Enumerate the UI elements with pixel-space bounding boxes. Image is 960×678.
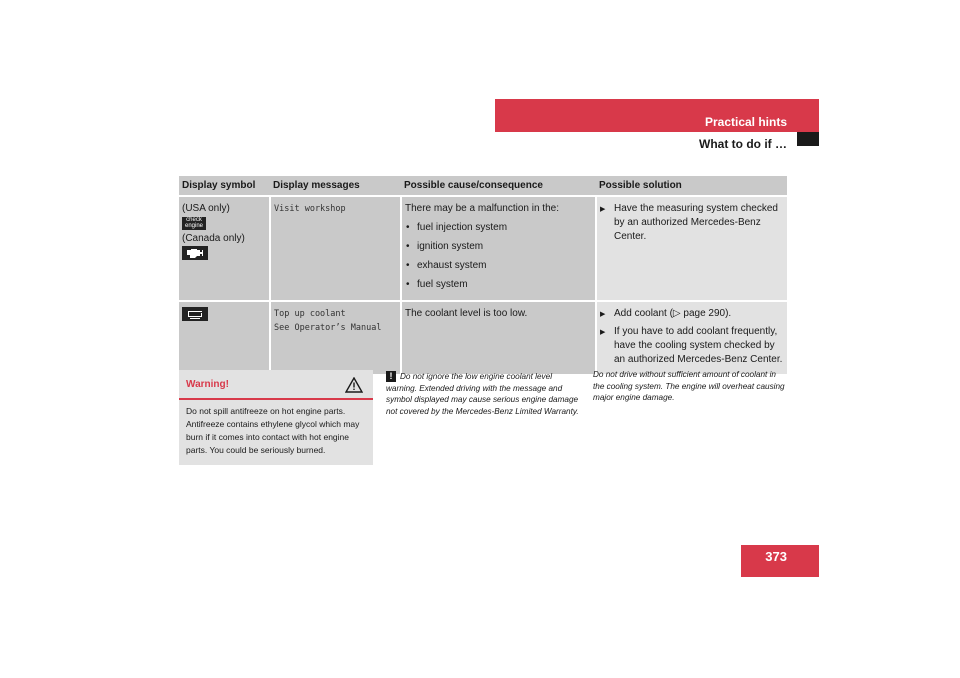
list-item: • ignition system — [405, 240, 592, 254]
col-possible-solution: Possible solution — [596, 176, 787, 196]
section-title: Practical hints — [704, 115, 787, 129]
list-item: • fuel system — [405, 278, 592, 292]
table-row — [179, 301, 787, 374]
notice-exclamation-icon: ! — [386, 371, 396, 382]
cause-cell — [401, 196, 596, 301]
usa-only-label: (USA only) — [182, 203, 230, 214]
canada-only-label: (Canada only) — [182, 233, 245, 244]
symbol-cell — [179, 301, 270, 374]
warning-text: Do not spill antifreeze on hot engine parts. Antifreeze contains ethylene glycol which may burn if it comes into contact with hot engine parts. You could be seriously burned. — [186, 406, 360, 455]
message-cell: Visit workshop — [270, 196, 401, 301]
list-item: • exhaust system — [405, 259, 592, 273]
cause-cell: The coolant level is too low. — [401, 301, 596, 374]
notice-no-coolant: Do not drive without sufficient amount of coolant in the cooling system. The engine will overheat causing major engine damage. — [593, 370, 785, 402]
message-cell — [270, 301, 401, 374]
notice-text: Do not ignore the low engine coolant level warning. Extended driving with the message and symbol displayed may cause serious engine damage not covered by the Mercedes-Benz Limited Warranty. — [386, 372, 579, 416]
cause-intro: There may be a malfunction in the: — [405, 203, 559, 214]
symbol-cell — [179, 196, 270, 301]
solution-step: ▶ Have the measuring system checked by an authorized Mercedes-Benz Center. — [600, 202, 784, 244]
notice-coolant-warning — [386, 371, 582, 417]
col-display-messages: Display messages — [270, 176, 401, 196]
check-engine-icon: check engine — [182, 217, 206, 230]
header-tab-marker — [797, 132, 819, 146]
engine-icon — [182, 246, 266, 265]
page-number: 373 — [741, 545, 819, 577]
solution-cell — [596, 301, 787, 374]
table-row — [179, 196, 787, 301]
solution-step: ▶ If you have to add coolant frequently, have the cooling system checked by an authorized Mercedes-Benz Center. — [600, 325, 784, 367]
message-line: Top up coolant — [274, 309, 346, 319]
list-item: • fuel injection system — [405, 221, 592, 235]
display-messages-table — [179, 176, 787, 374]
coolant-icon — [182, 307, 266, 326]
warning-box — [179, 370, 373, 465]
message-line: See Operator’s Manual — [274, 323, 382, 333]
section-subtitle: What to do if … — [699, 137, 787, 151]
warning-triangle-icon — [345, 377, 363, 398]
solution-step: ▶ Add coolant (▷ page 290). — [600, 307, 784, 321]
solution-cell — [596, 196, 787, 301]
warning-title: Warning! — [186, 379, 229, 390]
col-possible-cause: Possible cause/consequence — [401, 176, 596, 196]
col-display-symbol: Display symbol — [179, 176, 270, 196]
table-header-row — [179, 176, 787, 196]
header-bar-end — [787, 99, 819, 132]
warning-header — [179, 370, 373, 400]
